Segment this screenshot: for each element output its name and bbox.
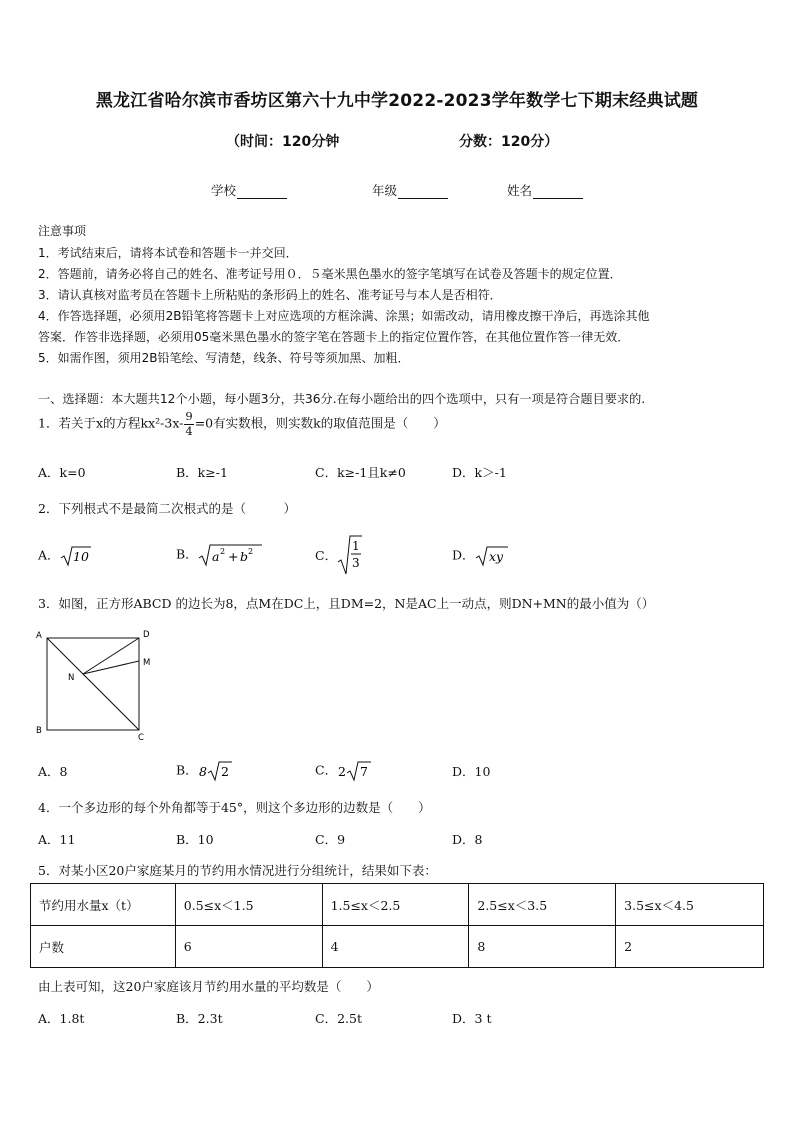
q3-option-d: [452, 762, 490, 780]
notes-title: 注意事项: [38, 224, 87, 238]
q1-option-c: C．k≥-1且k≠0: [315, 465, 406, 480]
q2c-num: 1: [352, 539, 360, 553]
table-row: [31, 926, 764, 968]
q1-frac-den: 4: [185, 423, 193, 438]
sqrt-a2-plus-b2: [198, 543, 264, 567]
note-item: 4．作答选择题，必须用2B铅笔将答题卡上对应选项的方框涂满、涂黑；如需改动，请用橡皮擦干净后，再选涂其他: [38, 309, 650, 323]
q1-option-b: B．k≥-1: [176, 465, 228, 480]
exam-score: 分数：120分）: [459, 134, 559, 150]
q3-label-d: D．: [452, 764, 475, 779]
table-row: [31, 884, 764, 926]
two-sqrt-7: [337, 760, 373, 782]
q4-option-a: A．11: [38, 832, 76, 847]
school-blank: [237, 186, 287, 199]
question-1-stem: [38, 411, 446, 437]
note-item: 答案．作答非选择题，必须用05毫米黑色墨水的签字笔在答题卡上的指定位置作答，在其他位置作答一律无效．: [38, 330, 630, 344]
question-5-ask: 由上表可知，这20户家庭该月节约用水量的平均数是（ ）: [38, 979, 379, 994]
table-cell: 3.5≤x＜4.5: [616, 884, 764, 926]
q2-option-b: [176, 543, 264, 567]
q3-option-a: [38, 762, 67, 780]
name-label: 姓名: [507, 183, 533, 198]
sqrt-xy: [475, 545, 509, 567]
water-saving-table: [30, 883, 764, 968]
q2b-b: b: [239, 549, 248, 564]
q3-value-d: 10: [474, 764, 491, 779]
q3b-radicand: 2: [220, 764, 229, 779]
question-3-stem: 3．如图，正方形ABCD 的边长为8，点M在DC上，且DM=2，N是AC上一动点，则DN+MN的最小值为（）: [38, 596, 655, 611]
q2-option-a: [38, 545, 92, 567]
name-field: [507, 181, 583, 199]
q2-label-d: D．: [452, 547, 475, 563]
q3c-radicand: 7: [360, 764, 369, 779]
q3-label-b: B．: [176, 762, 198, 778]
q3b-coef: 8: [198, 764, 207, 779]
q4-option-c: C．9: [315, 832, 346, 847]
q2c-den: 3: [352, 556, 360, 570]
q5-option-a: A．1.8t: [38, 1011, 85, 1026]
page-title: 黑龙江省哈尔滨市香坊区第六十九中学2022-2023学年数学七下期末经典试题: [95, 91, 699, 111]
q2b-plus: +: [227, 549, 239, 564]
table-header-cell: 节约用水量x（t）: [31, 884, 176, 926]
table-cell: 2: [616, 926, 764, 968]
point-c-label: C: [138, 733, 144, 743]
table-cell: 4: [322, 926, 469, 968]
segment-nd: [83, 638, 139, 674]
q3-label-c: C．: [315, 762, 338, 778]
table-cell: 2.5≤x＜3.5: [469, 884, 616, 926]
q1-stem-b: =0有实数根，则实数k的取值范围是（ ）: [194, 415, 446, 431]
point-n-label: N: [68, 673, 75, 683]
sqrt-one-third: [337, 534, 363, 576]
grade-label: 年级: [372, 183, 398, 198]
q5-option-c: C．2.5t: [315, 1011, 362, 1026]
q2-label-c: C．: [315, 548, 338, 563]
table-cell: 6: [175, 926, 322, 968]
q1-fraction: [184, 411, 193, 437]
q3c-coef: 2: [338, 764, 347, 779]
note-item: 2．答题前，请务必将自己的姓名、准考证号用０．５毫米黑色墨水的签字笔填写在试卷及答题卡的规定位置．: [38, 267, 622, 281]
diagonal-ac: [47, 638, 139, 730]
q1-option-d: D．k＞-1: [452, 465, 507, 480]
q2b-exp-a: 2: [219, 547, 225, 556]
note-item: 5．如需作图，须用2B铅笔绘、写清楚，线条、符号等须加黑、加粗．: [38, 351, 410, 365]
section-heading: 一、选择题：本大题共12个小题，每小题3分，共36分.在每小题给出的四个选项中，只有一项是符合题目要求的.: [38, 392, 646, 406]
segment-nm: [83, 661, 139, 674]
q2d-radicand: xy: [488, 549, 503, 564]
note-item: 1．考试结束后，请将本试卷和答题卡一并交回．: [38, 246, 298, 260]
q5-option-d: D．3 t: [452, 1011, 492, 1026]
q3-label-a: A．: [38, 764, 60, 779]
school-field: [211, 181, 287, 199]
name-blank: [533, 186, 583, 199]
q2a-radicand: 10: [72, 549, 89, 564]
point-b-label: B: [36, 726, 42, 736]
question-2-stem: 2．下列根式不是最简二次根式的是（ ）: [38, 501, 296, 516]
q3-value-a: 8: [59, 764, 68, 779]
q2-label-b: B．: [176, 546, 198, 562]
q3-option-c: [315, 760, 373, 782]
q2-label-a: A．: [38, 547, 60, 563]
point-d-label: D: [143, 630, 150, 640]
q2b-a: a: [211, 549, 220, 564]
q4-option-d: D．8: [452, 832, 483, 847]
table-cell: 1.5≤x＜2.5: [322, 884, 469, 926]
exam-time: （时间：120分钟: [226, 134, 340, 150]
table-cell: 0.5≤x＜1.5: [175, 884, 322, 926]
q1-option-a: A．k=0: [38, 465, 86, 480]
question-5-stem: 5．对某小区20户家庭某月的节约用水情况进行分组统计，结果如下表：: [38, 863, 437, 878]
table-header-cell: 户数: [31, 926, 176, 968]
q2b-exp-b: 2: [247, 547, 253, 556]
square-abcd-figure: [30, 626, 160, 746]
table-cell: 8: [469, 926, 616, 968]
question-4-stem: 4．一个多边形的每个外角都等于45°，则这个多边形的边数是（ ）: [38, 800, 431, 815]
point-a-label: A: [36, 631, 42, 641]
q4-option-b: B．10: [176, 832, 214, 847]
sqrt-10: [60, 545, 92, 567]
q2-option-c: [315, 534, 363, 576]
note-item: 3．请认真核对监考员在答题卡上所粘贴的条形码上的姓名、准考证号与本人是否相符．: [38, 288, 502, 302]
grade-blank: [398, 186, 448, 199]
q3-option-b: [176, 760, 234, 782]
grade-field: [372, 181, 448, 199]
q5-option-b: B．2.3t: [176, 1011, 223, 1026]
q1-stem-a: 1．若关于x的方程kx²-3x-: [38, 415, 184, 431]
point-m-label: M: [143, 658, 151, 668]
eight-sqrt-2: [198, 760, 234, 782]
school-label: 学校: [211, 183, 237, 198]
q2-option-d: [452, 545, 509, 567]
q1-frac-num: 9: [185, 409, 193, 423]
